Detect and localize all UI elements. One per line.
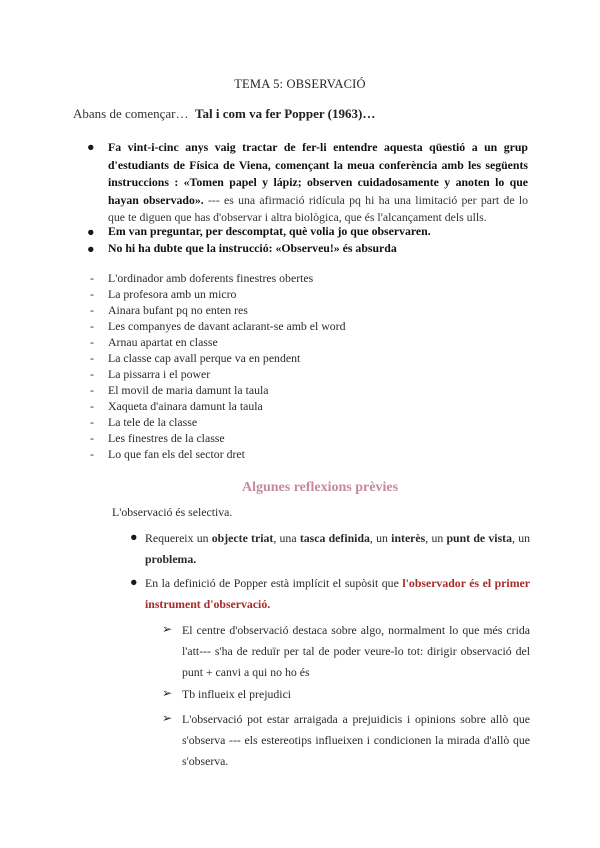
list-item: - Les companyes de davant aclarant-se amb el word (90, 319, 346, 333)
intro-lead: Abans de començar… (73, 106, 189, 121)
list-item: - La tele de la classe (90, 415, 198, 429)
popper-paragraph: En la definició de Popper està implícit el supòsit que l'observador és el primer instrument d'observació. (145, 576, 530, 611)
section-heading: Algunes reflexions prèvies (241, 480, 399, 495)
arrow-item-1: El centre d'observació destaca sobre algo, normalment lo que més crida l'att--- s'ha de reduïr per tal de poder veure-lo tot: dirigir observació del punt + canvi a qui no ho és (182, 623, 530, 679)
list-item: - El movil de maria damunt la taula (90, 383, 269, 397)
bullet-icon: ● (87, 242, 95, 256)
bullet-1-bold: Fa vint-i-cinc anys vaig tractar de fer-li entendre aquesta qüestió a un grup d'estudiants de Física de Viena, començant la meua conferència amb les següents instruccions : «Tomen papel y lápiz; observen cuidadosamente y anoten lo que hayan observado». (108, 140, 528, 207)
requirements-paragraph: Requereix un objecte triat, una tasca definida, un interès, un punt de vista, un problema. (145, 531, 530, 566)
bullet-icon: ● (87, 140, 95, 154)
bullet-2-bold: Em van preguntar, per descomptat, què volia jo que observaren. (108, 224, 431, 238)
intro-bold: Tal i com va fer Popper (1963)… (195, 106, 376, 121)
list-item: - Arnau apartat en classe (90, 335, 218, 349)
list-item: - Les finestres de la classe (90, 431, 225, 445)
bullet-1-rest: --- es una afirmació ridícula pq hi ha una limitació per part de lo que te diguen que has d'observar i altra biològica, que és l'alcançament dels ulls. (108, 192, 528, 224)
selective-line: L'observació és selectiva. (112, 505, 233, 519)
list-item: - Ainara bufant pq no enten res (90, 303, 248, 317)
bullet-paragraph-1 (108, 139, 528, 227)
list-item: - La pissarra i el power (90, 367, 211, 381)
bullet-icon: ● (87, 225, 95, 239)
bullet-paragraph-2 (108, 223, 528, 241)
list-item: - La profesora amb un micro (90, 287, 237, 301)
bullet-icon: ● (130, 530, 138, 544)
list-item: - Lo que fan els del sector dret (90, 447, 245, 461)
arrow-icon: ➢ (162, 686, 173, 700)
list-item: - L'ordinador amb doferents finestres obertes (90, 271, 314, 285)
intro-line (73, 106, 375, 122)
arrow-item-3: L'observació pot estar arraigada a prejuidicis i opinions sobre allò que s'observa --- els estereotips influeixen i condicionen la mirada d'allò que s'observa. (182, 712, 530, 768)
list-item: - La classe cap avall perque va en pendent (90, 351, 301, 365)
arrow-item-2: Tb influeix el prejudici (182, 687, 292, 701)
bullet-3-bold: No hi ha dubte que la instrucció: «Observeu!» és absurda (108, 241, 397, 255)
bullet-paragraph-3 (108, 240, 528, 258)
arrow-icon: ➢ (162, 711, 173, 725)
list-item: - Xaqueta d'ainara damunt la taula (90, 399, 263, 413)
page-title: TEMA 5: OBSERVACIÓ (234, 77, 366, 91)
bullet-icon: ● (130, 575, 138, 589)
arrow-icon: ➢ (162, 622, 173, 636)
